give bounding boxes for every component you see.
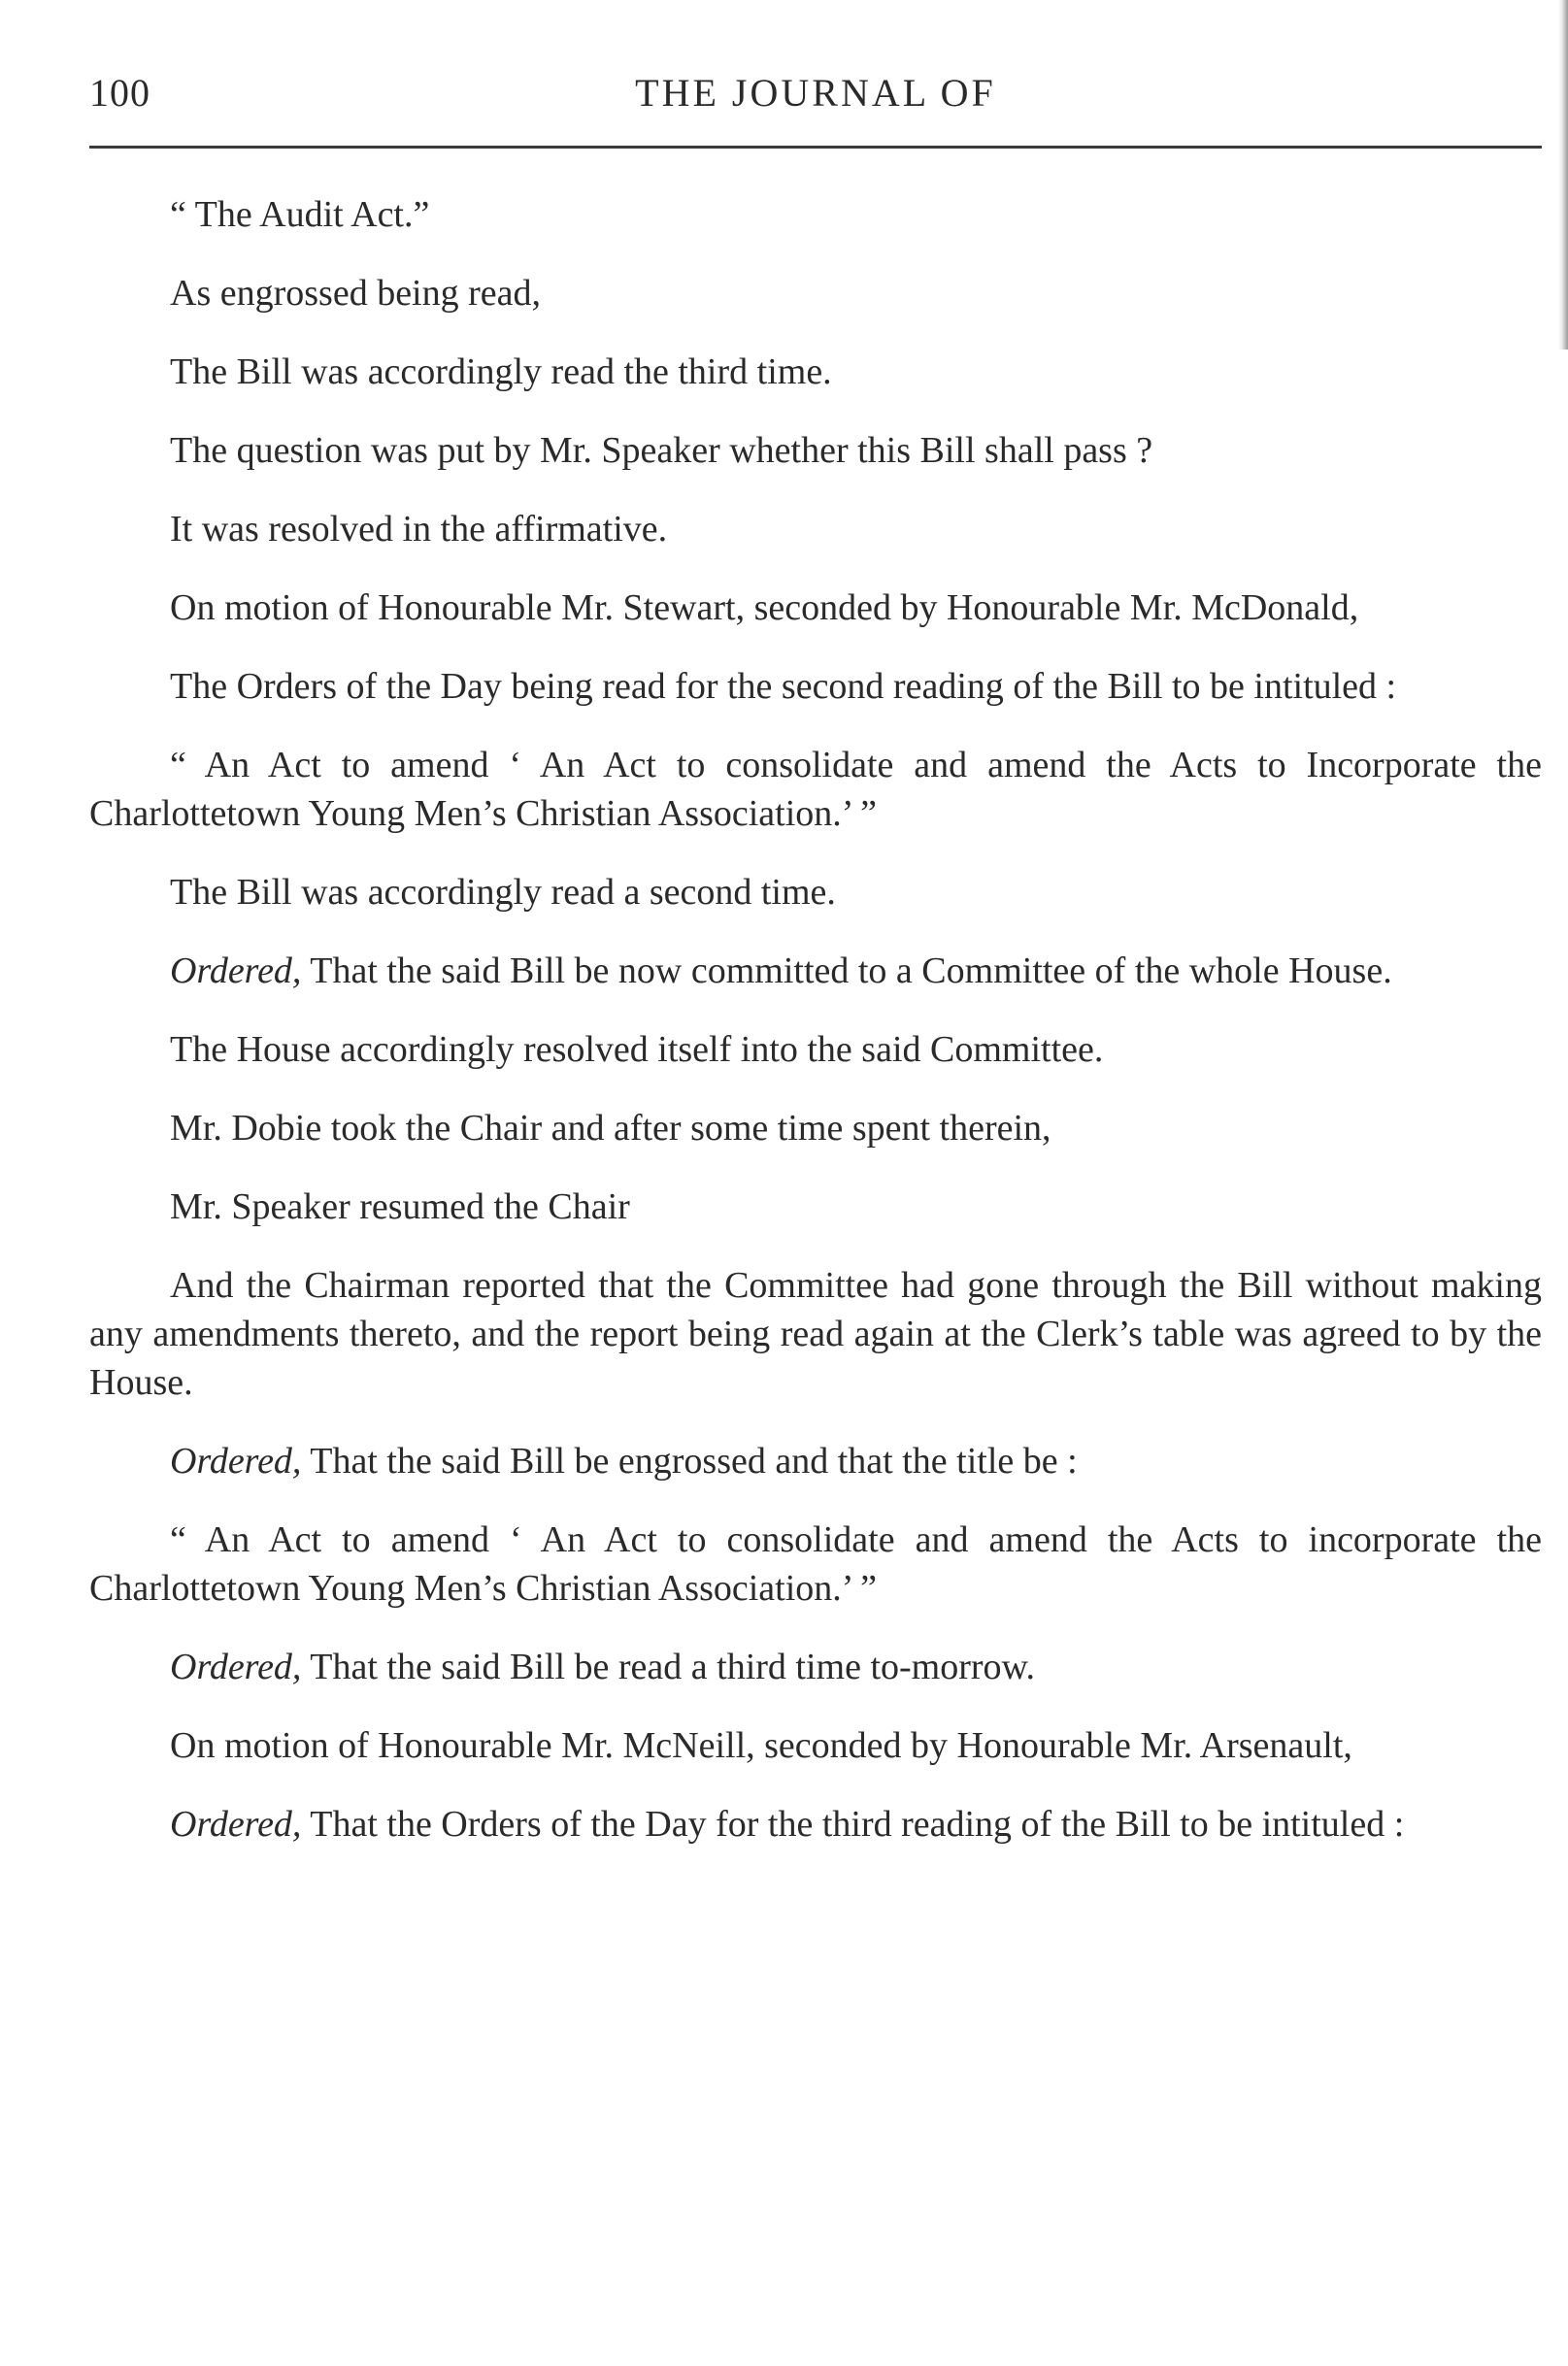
- paragraph: On motion of Honourable Mr. McNeill, seconded by Honourable Mr. Arsenault,: [170, 1725, 1352, 1766]
- page-edge-shadow: [1558, 0, 1568, 350]
- paragraph-order: Ordered, That the said Bill be engrossed and that the title be :: [170, 1441, 1078, 1482]
- paragraph: The question was put by Mr. Speaker whether this Bill shall pass ?: [170, 430, 1153, 471]
- paragraph-bill-title: “ An Act to amend ‘ An Act to consolidate and amend the Acts to incorporate the Charlottetown Young Men’s Christian Association.’ ”: [89, 1519, 1542, 1609]
- paragraph: Mr. Dobie took the Chair and after some time spent therein,: [170, 1108, 1051, 1149]
- paragraph-order: Ordered, That the said Bill be now committed to a Committee of the whole House.: [170, 950, 1392, 991]
- paragraph: It was resolved in the affirmative.: [170, 509, 668, 550]
- paragraph: On motion of Honourable Mr. Stewart, seconded by Honourable Mr. McDonald,: [170, 587, 1359, 628]
- paragraph: Mr. Speaker resumed the Chair: [170, 1186, 630, 1227]
- ordered-lead: Ordered,: [170, 1804, 302, 1845]
- paragraph-bill-title: “ An Act to amend ‘ An Act to consolidate and amend the Acts to Incorporate the Charlottetown Young Men’s Christian Association.’ ”: [89, 745, 1542, 834]
- paragraph: The House accordingly resolved itself into the said Committee.: [170, 1029, 1104, 1070]
- paragraph-bill-title: “ The Audit Act.”: [170, 194, 430, 235]
- running-title: THE JOURNAL OF: [635, 71, 996, 115]
- paragraph: As engrossed being read,: [170, 273, 542, 314]
- paragraph: And the Chairman reported that the Committee had gone through the Bill without making any amendments thereto, and the report being read again at the Clerk’s table was agreed to by the House.: [89, 1265, 1542, 1403]
- paragraph: The Bill was accordingly read a second time.: [170, 872, 836, 913]
- header-rule: [89, 146, 1542, 149]
- ordered-lead: Ordered,: [170, 1441, 302, 1482]
- paragraph-order: Ordered, That the Orders of the Day for the third reading of the Bill to be intituled :: [170, 1804, 1405, 1845]
- journal-body: [89, 190, 1542, 1879]
- paragraph: The Orders of the Day being read for the second reading of the Bill to be intituled :: [170, 666, 1397, 707]
- page-header: [89, 70, 1542, 124]
- paragraph-order: Ordered, That the said Bill be read a third time to-morrow.: [170, 1647, 1036, 1687]
- ordered-lead: Ordered,: [170, 1647, 302, 1687]
- paragraph: The Bill was accordingly read the third time.: [170, 351, 832, 392]
- ordered-lead: Ordered,: [170, 950, 302, 991]
- page-number: 100: [89, 71, 150, 115]
